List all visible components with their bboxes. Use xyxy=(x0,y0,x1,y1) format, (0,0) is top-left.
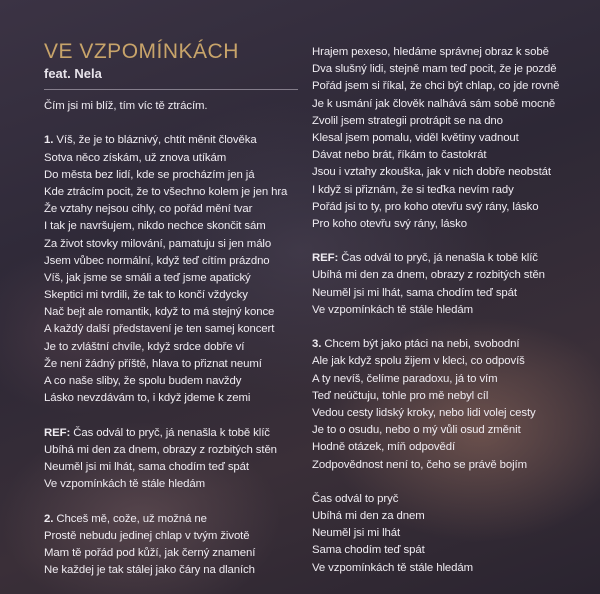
verse-1-line: Že vztahy nejsou cihly, co pořád mění tvar xyxy=(44,203,253,216)
verse-1-line: Nač bejt ale romantik, když to má stejný konce xyxy=(44,306,275,319)
refrain-line: Ubíhá mi den za dnem, obrazy z rozbitých stěn xyxy=(312,269,545,282)
verse-3-line: A ty nevíš, čelíme paradoxu, já to vím xyxy=(312,372,498,385)
verse-1-line: Kde ztrácím pocit, že to všechno kolem je jen hra xyxy=(44,185,288,198)
verse-1-line: A každý další představení je ten samej koncert xyxy=(44,323,275,336)
outro-line: Ubíhá mi den za dnem xyxy=(312,510,425,523)
verse-3-line: Teď neúčtuju, tohle pro mě nebyl cíl xyxy=(312,389,489,402)
verse-2-line: I když si přiznám, že si teďka nevím rady xyxy=(312,183,514,196)
lyrics-column-left xyxy=(44,98,287,579)
outro-line: Neuměl jsi mi lhát xyxy=(312,527,401,540)
verse-2-line: Pořád jsem si říkal, že chci být chlap, co jde rovně xyxy=(312,80,560,93)
verse-1-line: Víš, jak jsme se smáli a teď jsme apatický xyxy=(44,271,251,284)
verse-1-line: A co naše sliby, že spolu budem navždy xyxy=(44,375,242,387)
verse-2-line: Dva slušný lidi, stejně mam teď pocit, že je pozdě xyxy=(312,63,557,76)
stanza-gap xyxy=(44,115,287,132)
refrain-label: REF: xyxy=(312,252,339,265)
verse-1-line: Skeptici mi tvrdili, že tak to končí vždycky xyxy=(44,289,248,302)
verse-2-line: Prostě nebudu jedinej chlap v tvým životě xyxy=(44,529,250,542)
refrain-line: REF: Čas odvál to pryč, já nenašla k tobě klíč xyxy=(312,252,538,265)
stanza-gap xyxy=(312,319,559,336)
title-divider xyxy=(44,89,298,90)
stanza-gap xyxy=(312,474,559,491)
verse-2-label: 2. xyxy=(44,512,54,525)
refrain-line: Ubíhá mi den za dnem, obrazy z rozbitých stěn xyxy=(44,443,277,456)
verse-2-line: Mam tě pořád pod kůží, jak černý znamení xyxy=(44,546,256,559)
verse-3-label: 3. xyxy=(312,338,322,351)
verse-3-line: Hodně otázek, míň odpovědí xyxy=(312,441,456,454)
verse-3-line: Ale jak když spolu žijem v kleci, co odpovíš xyxy=(312,355,525,368)
verse-2-line: Ne každej je tak stálej jako čáry na dlaních xyxy=(44,564,255,577)
verse-2-line: Zvolil jsem strategii protrápit se na dno xyxy=(312,114,503,127)
verse-1-line: Do města bez lidí, kde se procházím jen já xyxy=(44,168,255,181)
verse-2-line: Hrajem pexeso, hledáme správnej obraz k sobě xyxy=(312,46,549,58)
verse-3-line: Je to o osudu, nebo o mý vůli osud změnit xyxy=(312,424,521,437)
verse-1-line: I tak je navršujem, nikdo nechce skončit sám xyxy=(44,220,266,233)
song-title: VE VZPOMÍNKÁCH xyxy=(44,40,239,63)
verse-2-line: Klesal jsem pomalu, viděl květiny vadnout xyxy=(312,131,519,144)
verse-1-line: Jsem vůbec normální, když teď cítím prázdno xyxy=(44,254,270,267)
refrain-line: Neuměl jsi mi lhát, sama chodím teď spát xyxy=(44,460,249,473)
verse-2-line: Pro koho otevřu svý rány, lásko xyxy=(312,217,467,230)
verse-2-line: Dávat nebo brát, říkám to častokrát xyxy=(312,149,487,162)
verse-2-line: 2. Chceš mě, cože, už možná ne xyxy=(44,512,207,525)
intro-line: Čím jsi mi blíž, tím víc tě ztrácím. xyxy=(44,100,208,112)
verse-1-label: 1. xyxy=(44,134,54,147)
stanza-gap xyxy=(312,233,559,250)
refrain-line: Neuměl jsi mi lhát, sama chodím teď spát xyxy=(312,286,517,299)
verse-2-line: Jsou i vztahy zkouška, jak v nich dobře neobstát xyxy=(312,166,551,179)
refrain-label: REF: xyxy=(44,426,71,439)
verse-3-line: Zodpovědnost není to, čeho se právě bojím xyxy=(312,458,527,471)
verse-1-line: Je to zvláštní chvíle, když srdce dobře ví xyxy=(44,340,245,353)
refrain-line: Ve vzpomínkách tě stále hledám xyxy=(312,303,473,316)
verse-1-line: Za život stovky milování, pamatuju si jen málo xyxy=(44,237,272,250)
verse-2-line: Pořád jsi to ty, pro koho otevřu svý rány, lásko xyxy=(312,200,539,213)
refrain-line: REF: Čas odvál to pryč, já nenašla k tobě klíč xyxy=(44,426,270,439)
verse-3-line: Vedou cesty lidský kroky, nebo lidi volej cesty xyxy=(312,406,536,419)
refrain-line: Ve vzpomínkách tě stále hledám xyxy=(44,478,205,491)
verse-1-line: Lásko nevzdávám to, i když jdeme k zemi xyxy=(44,392,251,405)
outro-line: Čas odvál to pryč xyxy=(312,492,399,505)
featuring-credit: feat. Nela xyxy=(44,66,102,81)
outro-line: Sama chodím teď spát xyxy=(312,544,425,557)
stanza-gap xyxy=(44,493,287,510)
verse-1-line: Že není žádný příště, hlava to přiznat neumí xyxy=(44,357,262,370)
stanza-gap xyxy=(44,407,287,424)
verse-2-line: Je k usmání jak člověk nalhává sám sobě mocně xyxy=(312,97,556,110)
verse-1-line: 1. Víš, že je to bláznivý, chtít měnit člověka xyxy=(44,134,257,147)
outro-line: Ve vzpomínkách tě stále hledám xyxy=(312,561,473,574)
verse-1-line: Sotva něco získám, už znova utíkám xyxy=(44,151,227,164)
lyrics-column-right xyxy=(312,44,559,577)
verse-3-line: 3. Chcem být jako ptáci na nebi, svobodní xyxy=(312,338,520,351)
